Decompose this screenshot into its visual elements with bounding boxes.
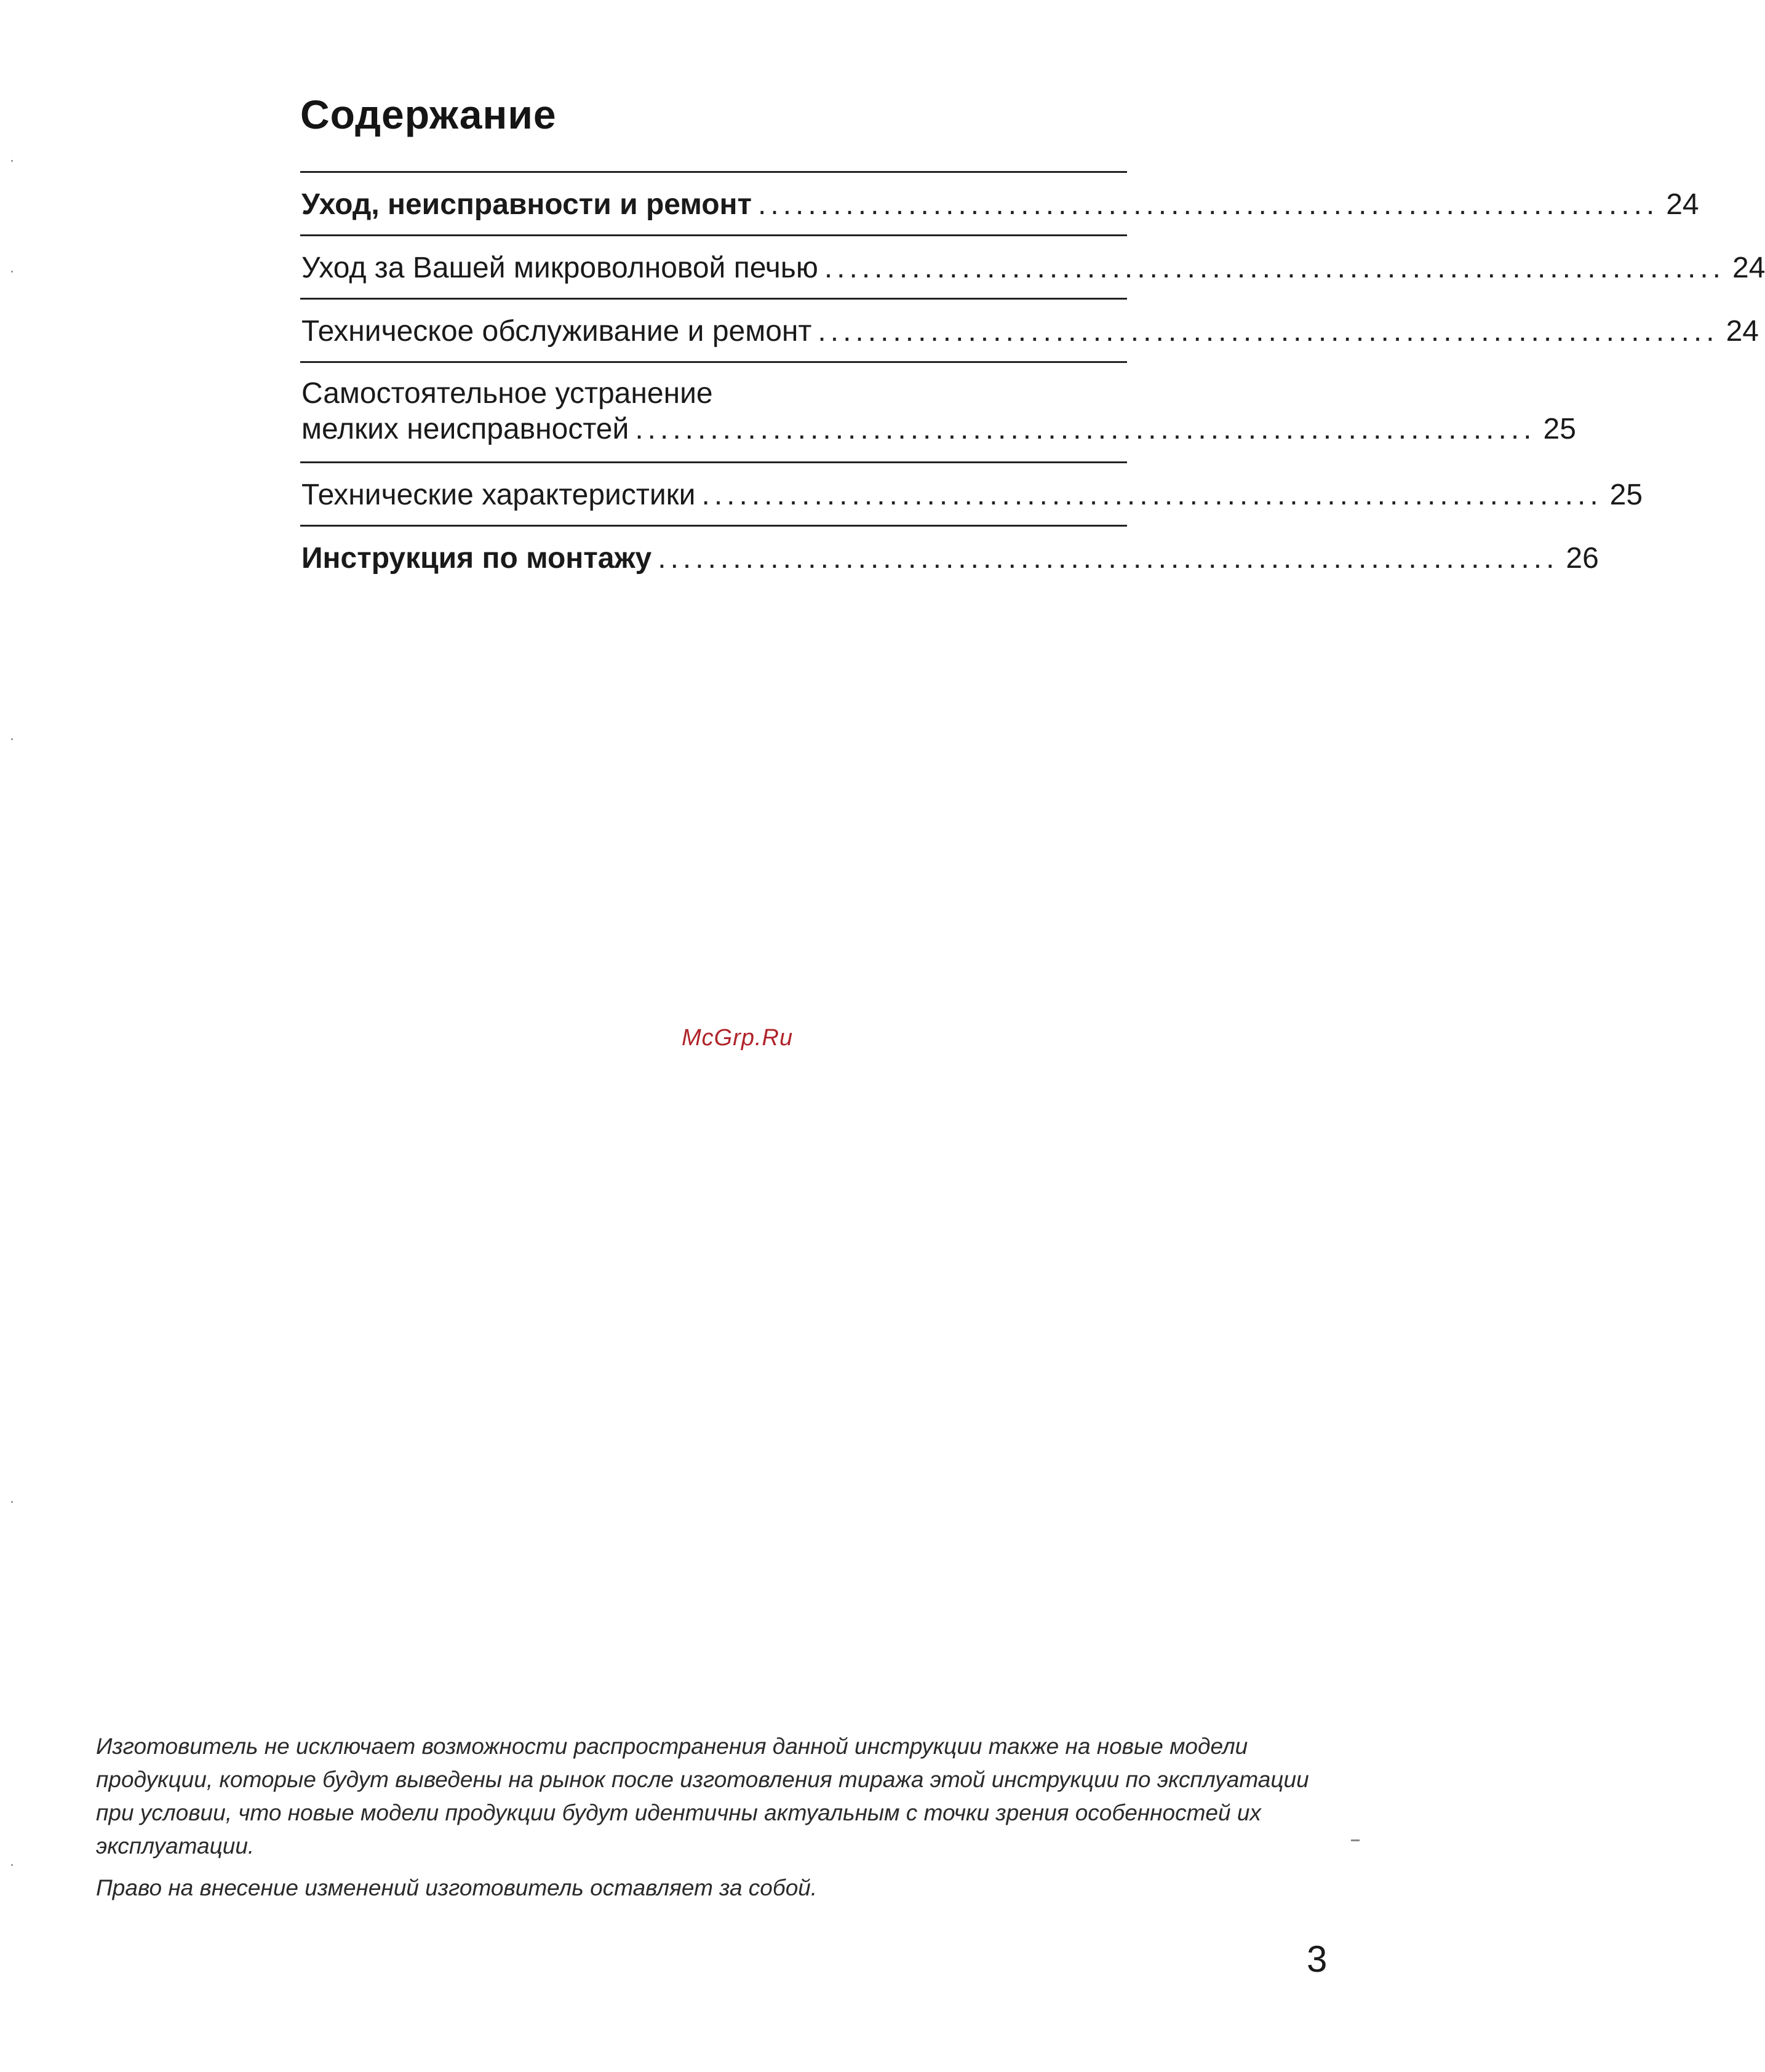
toc-entry-care-faults-repair[interactable] [300, 173, 1699, 236]
scan-speck [11, 738, 13, 740]
toc-entry-microwave-care[interactable] [300, 236, 1765, 300]
toc-entry-maintenance-repair[interactable] [300, 300, 1759, 363]
toc-entry-page: 24 [1726, 315, 1759, 348]
toc-entry-page: 25 [1543, 413, 1576, 445]
watermark-link[interactable]: McGrp.Ru [682, 1025, 794, 1051]
scan-speck [11, 1501, 13, 1503]
toc-entry-text: Техническое обслуживание и ремонт [301, 315, 812, 348]
toc-leader-dots: ........................................................................ [758, 188, 1659, 221]
toc-entry-installation-instructions[interactable] [300, 527, 1599, 588]
toc-leader-dots: ........................................................................ [701, 479, 1603, 511]
toc-leader-dots: ........................................................................ [658, 542, 1559, 575]
scan-speck [11, 271, 13, 273]
page-number: 3 [1307, 1939, 1328, 1980]
toc-entry-text: Технические характеристики [301, 479, 696, 511]
scan-speck [1351, 1839, 1360, 1841]
toc-entry-self-troubleshooting[interactable] [300, 363, 1576, 463]
toc-leader-dots: ........................................................................ [635, 413, 1536, 445]
toc-entry-text: Уход за Вашей микроволновой печью [301, 252, 818, 284]
toc-entry-page: 26 [1566, 542, 1599, 575]
toc-entry-text: Инструкция по монтажу [301, 542, 652, 575]
toc-entry-page: 25 [1609, 479, 1643, 511]
disclaimer-paragraph-rights: Право на внесение изменений изготовитель оставляет за собой. [96, 1875, 818, 1900]
toc-entry-text-line1: Самостоятельное устранение [301, 377, 713, 410]
toc-entry-page: 24 [1666, 188, 1699, 221]
disclaimer-paragraph: Изготовитель не исключает возможности распространения данной инструкции также на новые модели продукции, которые будут выведены на рынок после изготовления тиража этой инструкции по эксплуатации при условии, что новые модели продукции будут идентичны актуальным с точки зрения особенностей их эксплуатации. [96, 1734, 1309, 1859]
scan-speck [11, 1864, 13, 1866]
toc-title: Содержание [300, 92, 557, 137]
toc-entry-page: 24 [1732, 252, 1765, 284]
toc-entry-text: Уход, неисправности и ремонт [301, 188, 752, 221]
table-of-contents [300, 171, 1765, 588]
toc-leader-dots: ........................................................................ [824, 252, 1725, 284]
toc-leader-dots: ........................................................................ [818, 315, 1719, 348]
disclaimer [96, 1730, 1339, 1905]
toc-entry-technical-specs[interactable] [300, 463, 1643, 527]
toc-entry-text-line2: мелких неисправностей [301, 413, 629, 445]
scan-speck [11, 160, 13, 162]
